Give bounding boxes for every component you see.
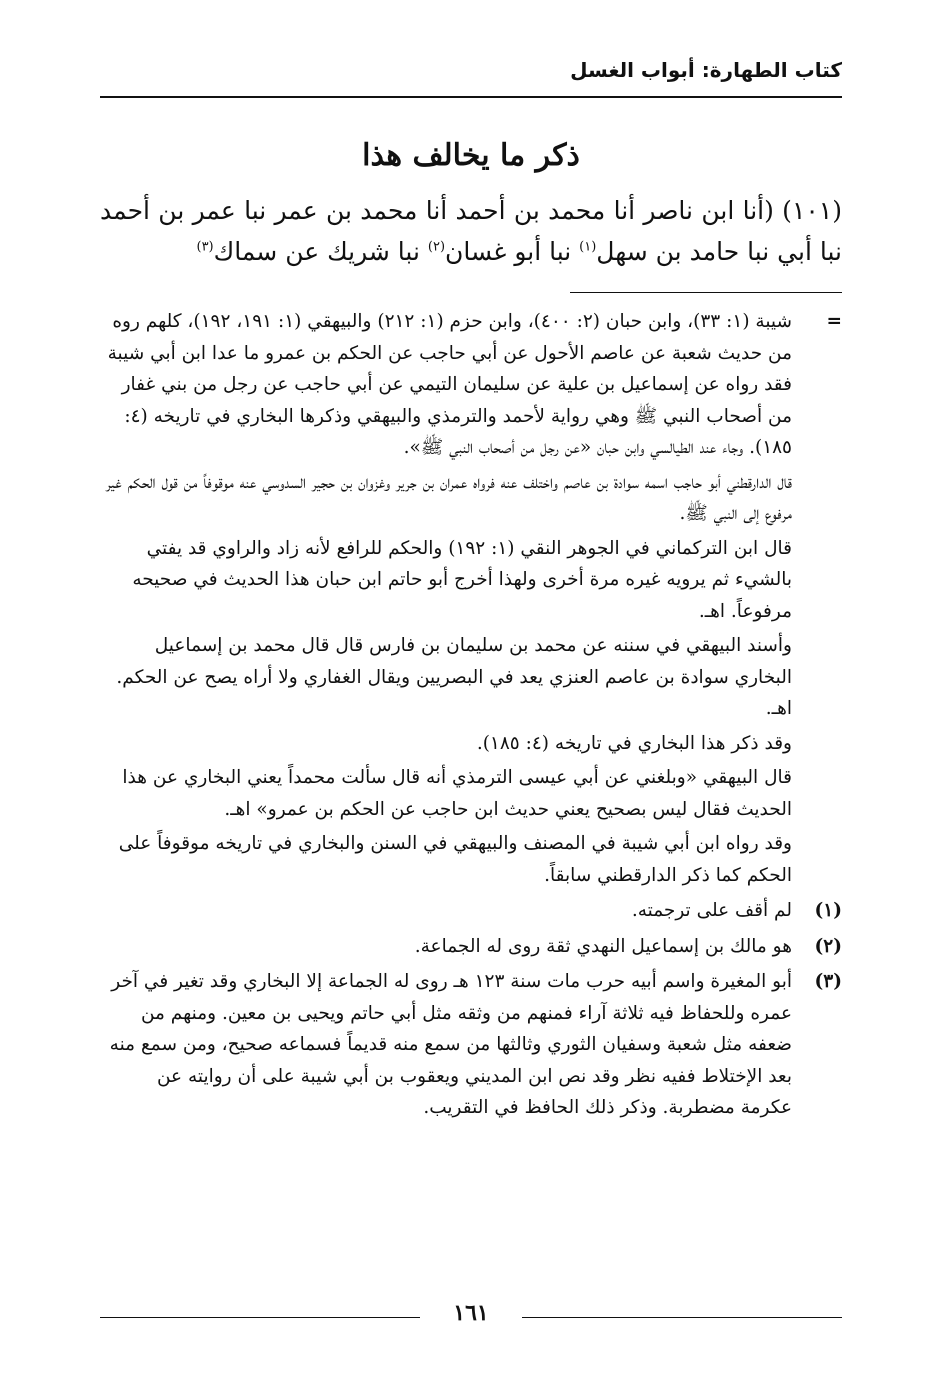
- footnote-separator: [570, 292, 842, 293]
- note-text: شيبة (١: ٣٣)، وابن حبان (٢: ٤٠٠)، وابن حزم (١: ٢١٢) والبيهقي (١: ١٩١، ١٩٢)، كلهم روه من حديث شعبة عن عاصم الأحول عن أبي حاجب عن الحكم بن عمرو ما عدا ابن أبي شيبة فقد رواه عن إسماعيل بن علية عن سليمان التيمي عن أبي حاجب عن رجل من بني غفار من أصحاب النبي ﷺ وهي رواية لأحمد والترمذي والبيهقي وذكرها البخاري في تاريخه (٤: ١٨٥). وجاء عند الطيالسي وابن حبان «عن رجل من أصحاب النبي ﷺ».: [107, 311, 792, 458]
- hadith-text-part: نبا شريك عن سماك: [213, 237, 428, 266]
- footnote-text: أبو المغيرة واسم أبيه حرب مات سنة ١٢٣ هـ روى له الجماعة إلا البخاري وقد تغير في آخر عمره وللحفاظ فيه ثلاثة آراء فمنهم من وثقه مثل أبي حاتم ويحيى بن معين. ومنهم من ضعفه مثل شعبة وسفيان الثوري وثالثها من سمع منه قديماً فسماعه صحيح، ومن سمع منه بعد الإختلاط ففيه نظر وقد نص ابن المديني ويعقوب بن أبي شيبة على أن روايته عن عكرمة مضطربة. وذكر ذلك الحافظ في التقريب.: [109, 971, 792, 1118]
- footnotes-section: [100, 306, 842, 1124]
- hadith-text-part: (١٠١) (أنا ابن ناصر أنا محمد بن أحمد أنا محمد بن عمر نبا عمر بن أحمد نبا أبي نبا حامد بن سهل: [100, 196, 842, 266]
- page-footer: [100, 1300, 842, 1330]
- running-header: كتاب الطهارة: أبواب الغسل: [570, 58, 842, 82]
- footer-rule-right: [522, 1317, 842, 1318]
- continuation-mark: =: [826, 311, 842, 332]
- header-rule: [100, 96, 842, 98]
- note-paragraph: وقد رواه ابن أبي شيبة في المصنف والبيهقي في السنن والبخاري في تاريخه موقوفاً على الحكم كما ذكر الدارقطني سابقاً.: [118, 833, 792, 886]
- section-title: ذكر ما يخالف هذا: [362, 138, 580, 173]
- continued-note-paragraph: [100, 306, 842, 464]
- note-paragraph: قال البيهقي «وبلغني عن أبي عيسى الترمذي أنه قال سألت محمداً يعني البخاري عن هذا الحديث فقال ليس بصحيح يعني حديث ابن حاجب عن الحكم بن عمرو» اهـ.: [122, 767, 792, 820]
- page-number: ١٦١: [453, 1300, 489, 1326]
- note-paragraph: قال الدارقطني أبو حاجب اسمه سوادة بن عاصم واختلف عنه فرواه عمران بن جرير وغزوان بن حجير السدوسي عنه موقوفاً من قول الحكم غير مرفوع إلى النبي ﷺ.: [105, 471, 792, 524]
- footnote-item: [100, 895, 842, 927]
- hadith-text-part: نبا أبو غسان: [445, 237, 580, 266]
- footnote-marker[interactable]: (٣): [196, 239, 214, 255]
- footnote-text: لم أقف على ترجمته.: [631, 900, 792, 921]
- note-paragraph: وأسند البيهقي في سننه عن محمد بن سليمان بن فارس قال قال محمد بن إسماعيل البخاري سوادة بن عاصم العنزي يعد في البصريين ويقال الغفاري ولا أراه يصح عن الحكم. اهـ.: [116, 635, 792, 719]
- footnote-marker[interactable]: (١): [579, 239, 597, 255]
- footnote-item: [100, 966, 842, 1124]
- note-paragraph: قال ابن التركماني في الجوهر النقي (١: ١٩٢) والحكم للرافع لأنه زاد والراوي قد يفتي بالشيء ثم يرويه غيره مرة أخرى ولهذا أخرج أبو حاتم ابن حبان هذا الحديث في صحيحه مرفوعاً. اهـ.: [132, 537, 792, 622]
- footnote-number: (٣): [814, 971, 842, 992]
- note-paragraph: وقد ذكر هذا البخاري في تاريخه (٤: ١٨٥).: [476, 732, 792, 754]
- footnote-item: [100, 931, 842, 963]
- footnote-number: (١): [814, 900, 842, 921]
- footer-rule-left: [100, 1317, 420, 1318]
- hadith-text: [100, 190, 842, 272]
- footnote-marker[interactable]: (٢): [427, 239, 446, 255]
- footnote-text: هو مالك بن إسماعيل النهدي ثقة روى له الجماعة.: [414, 935, 792, 957]
- footnote-number: (٢): [814, 935, 842, 957]
